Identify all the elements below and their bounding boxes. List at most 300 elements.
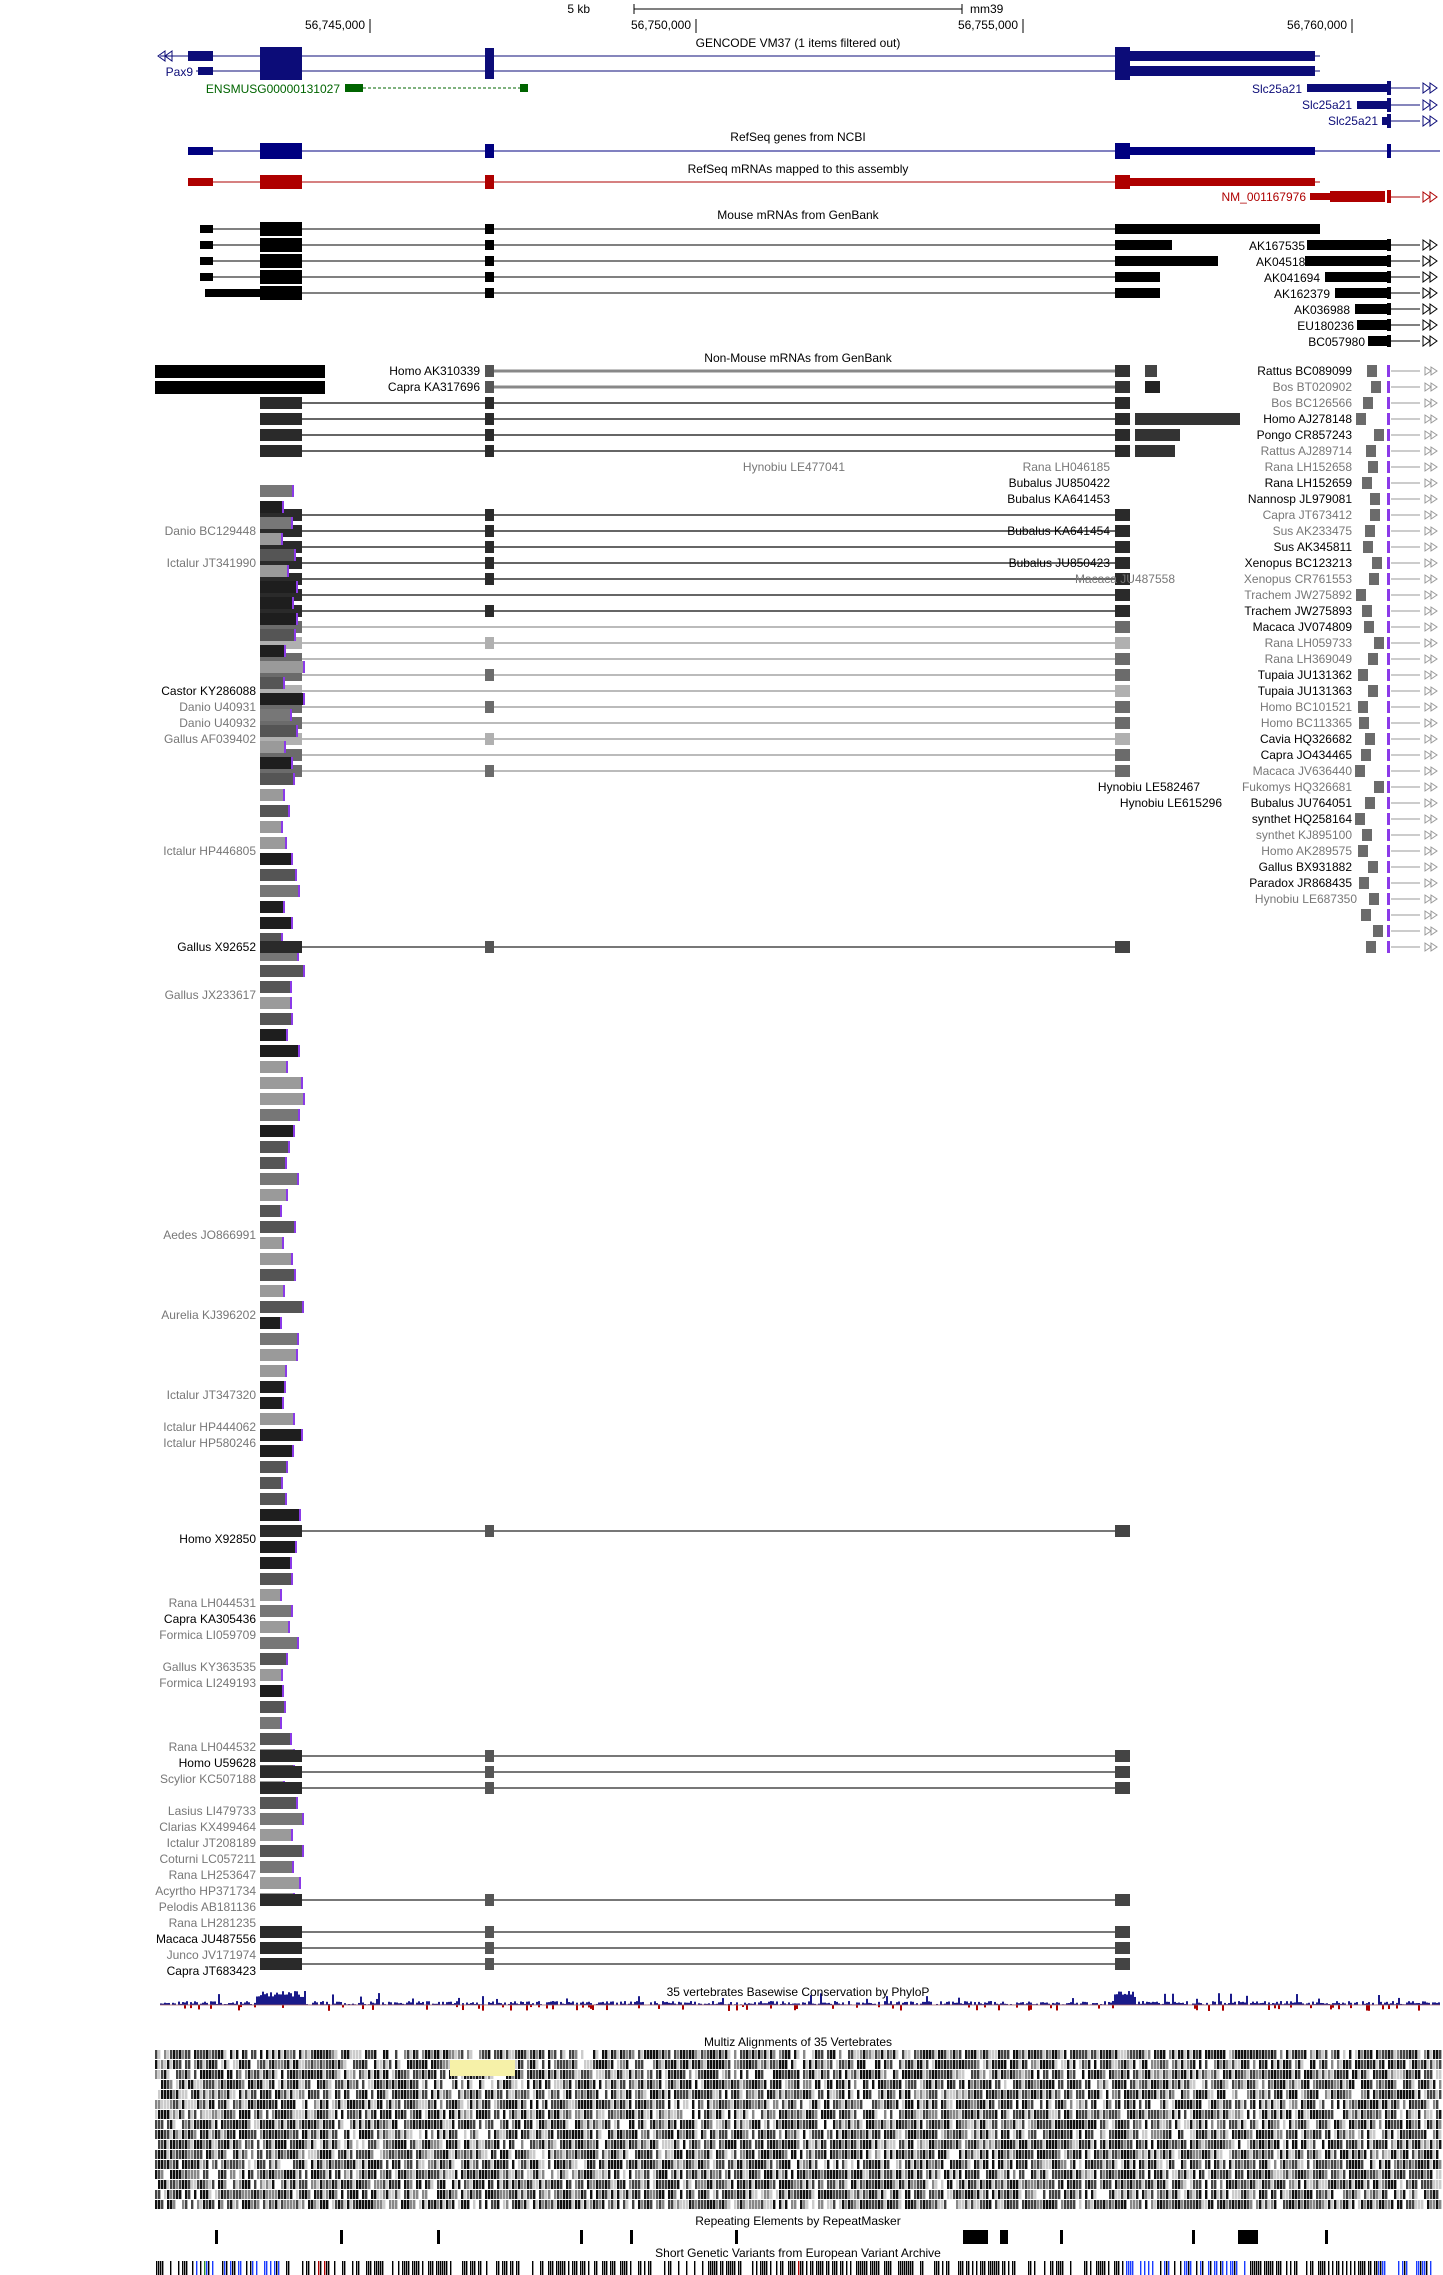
alignment-column (1007, 2070, 1009, 2079)
mrna-label[interactable]: Bos BC126566 (1271, 396, 1352, 410)
alignment-column (941, 2100, 943, 2109)
alignment-column (605, 2060, 607, 2069)
mrna-label[interactable]: EU180236 (1297, 319, 1354, 333)
alignment-column (194, 2050, 196, 2059)
alignment-column (596, 2060, 598, 2069)
mrna-label[interactable]: Xenopus BC123213 (1244, 556, 1352, 570)
alignment-column (1007, 2120, 1009, 2129)
conservation-bar (988, 2001, 990, 2005)
conservation-track[interactable] (160, 1985, 1440, 2011)
mrna-label[interactable]: Ictalur JT341990 (166, 556, 256, 570)
alignment-column (647, 2050, 649, 2059)
alignment-column (1106, 2140, 1108, 2149)
mrna-label[interactable]: Pelodis AB181136 (158, 1900, 256, 1914)
gene-label-slc25a21[interactable]: Slc25a21 (1327, 114, 1378, 128)
mrna-label[interactable]: Lasius LI479733 (167, 1804, 256, 1818)
alignment-column (1037, 2080, 1039, 2089)
alignment-column (452, 2140, 454, 2149)
alignment-column (185, 2050, 187, 2059)
alignment-column (641, 2090, 643, 2099)
alignment-column (980, 2130, 982, 2139)
alignment-column (458, 2090, 460, 2099)
alignment-column (719, 2120, 721, 2129)
mrna-label[interactable]: Fukomys HQ326681 (1241, 780, 1352, 794)
mrna-label[interactable]: Trachem JW275893 (1244, 604, 1352, 618)
mrna-label[interactable]: Xenopus CR761553 (1243, 572, 1352, 586)
alignment-column (1109, 2130, 1111, 2139)
alignment-column (974, 2140, 976, 2149)
alignment-column (689, 2130, 691, 2139)
alignment-column (1232, 2140, 1234, 2149)
mrna-label[interactable]: Paradox JR868435 (1249, 876, 1352, 890)
alignment-column (1355, 2120, 1357, 2129)
nonmouse-mrna-track[interactable] (155, 351, 1437, 1978)
alignment-column (332, 2100, 334, 2109)
alignment-column (974, 2050, 976, 2059)
alignment-column (722, 2120, 724, 2129)
gene-label-ensmusg[interactable]: ENSMUSG00000131027 (205, 82, 340, 96)
gene-label-slc25a21[interactable]: Slc25a21 (1301, 98, 1352, 112)
alignment-column (674, 2100, 676, 2109)
alignment-column (1268, 2130, 1270, 2139)
mrna-label[interactable]: Formica LI249193 (159, 1676, 256, 1690)
alignment-column (479, 2100, 481, 2109)
mrna-label[interactable]: Aedes JO866991 (163, 1228, 256, 1242)
mrna-label[interactable]: Homo BC101521 (1259, 700, 1352, 714)
alignment-column (1274, 2110, 1276, 2119)
alignment-column (1169, 2130, 1171, 2139)
alignment-column (1412, 2120, 1414, 2129)
alignment-column (1346, 2140, 1348, 2149)
alignment-column (185, 2100, 187, 2109)
alignment-column (1088, 2120, 1090, 2129)
mrna-exon (1115, 413, 1130, 425)
alignment-column (1061, 2050, 1063, 2059)
mrna-label[interactable]: Formica LI059709 (159, 1628, 256, 1642)
alignment-column (872, 2110, 874, 2119)
mrna-label[interactable]: Hynobiu LE615296 (1119, 796, 1222, 810)
alignment-column (1127, 2050, 1129, 2059)
conservation-bar-negative (576, 2005, 578, 2010)
mrna-label[interactable]: Rana LH059733 (1264, 636, 1352, 650)
alignment-column (989, 2140, 991, 2149)
alignment-column (809, 2100, 811, 2109)
alignment-column (1034, 2130, 1036, 2139)
mrna-label[interactable]: Gallus AF039402 (163, 732, 256, 746)
alignment-column (866, 2080, 868, 2089)
refseq-mrna-track[interactable] (188, 162, 1437, 204)
alignment-column (440, 2130, 442, 2139)
alignment-column (230, 2050, 232, 2059)
indel-marker (1387, 509, 1390, 521)
alignment-column (1304, 2090, 1306, 2099)
mrna-label[interactable]: Capra JT683423 (166, 1964, 256, 1978)
alignment-column (1436, 2060, 1438, 2069)
alignment-column (830, 2090, 832, 2099)
conservation-bar (556, 2001, 558, 2005)
mrna-label[interactable]: Hynobiu LE687350 (1254, 892, 1357, 906)
alignment-column (1361, 2060, 1363, 2069)
alignment-column (1130, 2090, 1132, 2099)
alignment-column (665, 2080, 667, 2089)
mrna-label[interactable]: Rana LH369049 (1264, 652, 1352, 666)
alignment-column (212, 2100, 214, 2109)
alignment-column (743, 2110, 745, 2119)
mrna-label[interactable]: Bubalus KA641453 (1007, 492, 1110, 506)
alignment-column (542, 2100, 544, 2109)
mrna-label[interactable]: Rattus AJ289714 (1260, 444, 1352, 458)
alignment-column (671, 2110, 673, 2119)
mrna-label[interactable]: AK167535 (1248, 239, 1305, 253)
gene-label-pax9[interactable]: Pax9 (165, 65, 193, 79)
indel-marker (291, 1013, 293, 1025)
mrna-label[interactable]: Rana LH152659 (1264, 476, 1352, 490)
alignment-column (803, 2070, 805, 2079)
mouse-mrna-track[interactable] (200, 208, 1437, 349)
alignment-column (494, 2140, 496, 2149)
mrna-label[interactable]: Ictalur HP444062 (163, 1420, 256, 1434)
alignment-column (818, 2140, 820, 2149)
mrna-label[interactable]: Danio U40932 (179, 716, 256, 730)
mrna-label[interactable]: Clarias KX499464 (159, 1820, 256, 1834)
mrna-label[interactable]: Bubalus JU850422 (1008, 476, 1110, 490)
conservation-bar (1252, 2002, 1254, 2005)
mrna-label[interactable]: BC057980 (1308, 335, 1365, 349)
mrna-label[interactable]: AK036988 (1293, 303, 1350, 317)
alignment-column (647, 2130, 649, 2139)
refseq-ncbi-track[interactable] (188, 130, 1440, 159)
gene-label-nm-001167976[interactable]: NM_001167976 (1221, 190, 1306, 204)
mrna-label[interactable]: Acyrtho HP371734 (155, 1884, 256, 1898)
alignment-column (1433, 2090, 1435, 2099)
alignment-column (272, 2120, 274, 2129)
alignment-column (350, 2080, 352, 2089)
mrna-label[interactable]: Macaca JV636440 (1252, 764, 1352, 778)
alignment-column (971, 2130, 973, 2139)
alignment-column (1250, 2140, 1252, 2149)
conservation-bar-negative (1030, 2005, 1032, 2010)
mrna-label[interactable]: Capra KA317696 (387, 380, 480, 394)
alignment-column (767, 2130, 769, 2139)
mrna-label[interactable]: Hynobiu LE477041 (742, 460, 845, 474)
alignment-column (581, 2130, 583, 2139)
mrna-label[interactable]: Tupaia JU131363 (1257, 684, 1352, 698)
alignment-column (581, 2090, 583, 2099)
mrna-label[interactable]: Capra KA305436 (163, 1612, 256, 1626)
mrna-label[interactable]: Ictalur HP580246 (163, 1436, 256, 1450)
alignment-column (851, 2100, 853, 2109)
mrna-label[interactable]: Coturni LC057211 (159, 1852, 256, 1866)
alignment-column (488, 2120, 490, 2129)
alignment-column (710, 2080, 712, 2089)
alignment-column (311, 2110, 313, 2119)
mrna-label[interactable]: Homo X92850 (179, 1532, 256, 1546)
alignment-column (197, 2100, 199, 2109)
alignment-column (779, 2140, 781, 2149)
alignment-column (1337, 2130, 1339, 2139)
alignment-column (218, 2130, 220, 2139)
alignment-column (884, 2050, 886, 2059)
indel-marker (290, 981, 292, 993)
alignment-column (1325, 2080, 1327, 2089)
gencode-track[interactable] (158, 36, 1437, 128)
alignment-column (326, 2090, 328, 2099)
alignment-column (1184, 2090, 1186, 2099)
indel-marker (297, 1637, 299, 1649)
alignment-column (1220, 2130, 1222, 2139)
alignment-column (1214, 2100, 1216, 2109)
alignment-column (1079, 2080, 1081, 2089)
alignment-column (1022, 2120, 1024, 2129)
alignment-column (1100, 2140, 1102, 2149)
alignment-column (401, 2130, 403, 2139)
alignment-column (917, 2090, 919, 2099)
mrna-label[interactable]: Homo AK289575 (1261, 844, 1352, 858)
mrna-exon (260, 661, 303, 673)
alignment-column (998, 2100, 1000, 2109)
alignment-column (230, 2130, 232, 2139)
mrna-label[interactable]: Rana LH044532 (168, 1740, 256, 1754)
alignment-column (977, 2140, 979, 2149)
alignment-column (299, 2060, 301, 2069)
alignment-column (1226, 2100, 1228, 2109)
mrna-exon (260, 853, 291, 865)
mrna-label[interactable]: Gallus JX233617 (164, 988, 256, 1002)
alignment-column (1220, 2120, 1222, 2129)
mrna-label[interactable]: Castor KY286088 (161, 684, 256, 698)
alignment-column (311, 2050, 313, 2059)
mrna-label[interactable]: Rana LH046185 (1022, 460, 1110, 474)
mrna-exon (155, 365, 325, 378)
alignment-column (1016, 2110, 1018, 2119)
mrna-label[interactable]: Macaca JU487558 (1074, 572, 1175, 586)
mrna-label[interactable]: Capra JT673412 (1262, 508, 1352, 522)
alignment-column (1145, 2080, 1147, 2089)
alignment-column (1322, 2100, 1324, 2109)
alignment-column (959, 2060, 961, 2069)
alignment-column (431, 2100, 433, 2109)
mrna-label[interactable]: Danio U40931 (179, 700, 256, 714)
mrna-label[interactable]: Gallus BX931882 (1258, 860, 1352, 874)
alignment-column (554, 2080, 556, 2089)
mrna-exon (485, 397, 494, 409)
alignment-column (953, 2080, 955, 2089)
alignment-column (908, 2080, 910, 2089)
mrna-label[interactable]: Gallus KY363535 (162, 1660, 256, 1674)
alignment-column (1307, 2090, 1309, 2099)
alignment-column (206, 2080, 208, 2089)
alignment-column (941, 2130, 943, 2139)
mrna-exon (260, 222, 302, 236)
mrna-label[interactable]: Rana LH281235 (168, 1916, 256, 1930)
alignment-column (1253, 2100, 1255, 2109)
mrna-label[interactable]: Rana LH253647 (168, 1868, 256, 1882)
conservation-bar (1218, 1993, 1220, 2005)
mrna-label[interactable]: Rana LH152658 (1264, 460, 1352, 474)
mrna-label[interactable]: Bubalus JU764051 (1250, 796, 1352, 810)
alignment-column (407, 2060, 409, 2069)
mrna-label[interactable]: AK045180 (1255, 255, 1312, 269)
alignment-column (311, 2090, 313, 2099)
alignment-column (1361, 2110, 1363, 2119)
mrna-label[interactable]: Nannosp JL979081 (1247, 492, 1352, 506)
gene-label-slc25a21[interactable]: Slc25a21 (1251, 82, 1302, 96)
alignment-column (1229, 2070, 1231, 2079)
alignment-column (419, 2110, 421, 2119)
mrna-label[interactable]: Sus AK233475 (1272, 524, 1352, 538)
mrna-exon (260, 1717, 280, 1729)
alignment-column (617, 2090, 619, 2099)
alignment-column (431, 2130, 433, 2139)
alignment-column (983, 2110, 985, 2119)
alignment-column (416, 2070, 418, 2079)
strand-arrow-icon (1425, 543, 1437, 551)
strand-arrow-icon (1425, 383, 1437, 391)
alignment-column (1145, 2090, 1147, 2099)
alignment-column (1187, 2080, 1189, 2089)
mrna-label[interactable]: Cavia HQ326682 (1259, 732, 1352, 746)
mrna-label[interactable]: Bubalus KA641454 (1007, 524, 1110, 538)
mrna-label[interactable]: Aurelia KJ396202 (161, 1308, 256, 1322)
mrna-label[interactable]: Homo AK310339 (389, 364, 480, 378)
mrna-label[interactable]: AK162379 (1273, 287, 1330, 301)
conservation-bar (1240, 2002, 1242, 2005)
alignment-column (626, 2070, 628, 2079)
mrna-label[interactable]: Gallus X92652 (177, 940, 256, 954)
mrna-label[interactable]: synthet HQ258164 (1251, 812, 1352, 826)
alignment-column (830, 2110, 832, 2119)
alignment-column (401, 2090, 403, 2099)
mrna-label[interactable]: Rana LH044531 (168, 1596, 256, 1610)
conservation-bar (448, 2002, 450, 2005)
alignment-column (791, 2110, 793, 2119)
alignment-column (185, 2120, 187, 2129)
mrna-label[interactable]: synthet KJ895100 (1255, 828, 1352, 842)
mrna-label[interactable]: Homo U59628 (178, 1756, 256, 1770)
alignment-column (1265, 2120, 1267, 2129)
alignment-column (1424, 2080, 1426, 2089)
conservation-bar (248, 2002, 250, 2005)
alignment-column (299, 2080, 301, 2089)
alignment-column (1427, 2100, 1429, 2109)
alignment-column (665, 2110, 667, 2119)
conservation-bar-negative (210, 2005, 212, 2009)
alignment-column (344, 2090, 346, 2099)
alignment-column (839, 2120, 841, 2129)
mrna-label[interactable]: Capra JO434465 (1260, 748, 1352, 762)
alignment-column (329, 2140, 331, 2149)
alignment-column (1016, 2090, 1018, 2099)
alignment-column (998, 2060, 1000, 2069)
mrna-label[interactable]: Macaca JV074809 (1252, 620, 1352, 634)
conservation-bar (1166, 2002, 1168, 2005)
alignment-column (326, 2140, 328, 2149)
alignment-column (1124, 2060, 1126, 2069)
alignment-column (569, 2070, 571, 2079)
alignment-column (344, 2080, 346, 2089)
mrna-label[interactable]: Danio BC129448 (164, 524, 256, 538)
mrna-label[interactable]: Hynobiu LE582467 (1097, 780, 1200, 794)
alignment-column (1409, 2120, 1411, 2129)
alignment-column (272, 2130, 274, 2139)
alignment-column (977, 2100, 979, 2109)
mrna-label[interactable]: Junco JV171974 (166, 1948, 256, 1962)
mrna-label[interactable]: Homo BC113365 (1260, 716, 1352, 730)
mrna-label[interactable]: Tupaia JU131362 (1257, 668, 1352, 682)
alignment-column (176, 2150, 178, 2159)
alignment-column (803, 2050, 805, 2059)
alignment-column (278, 2130, 280, 2139)
mrna-label[interactable]: Ictalur HP446805 (163, 844, 256, 858)
alignment-column (929, 2120, 931, 2129)
alignment-column (641, 2070, 643, 2079)
mrna-exon (1115, 256, 1130, 266)
alignment-column (1019, 2080, 1021, 2089)
indel-marker (296, 613, 298, 625)
alignment-column (1331, 2050, 1333, 2059)
alignment-column (746, 2110, 748, 2119)
alignment-column (1376, 2080, 1378, 2089)
alignment-column (959, 2100, 961, 2109)
alignment-column (326, 2130, 328, 2139)
alignment-column (1088, 2110, 1090, 2119)
alignment-column (1136, 2130, 1138, 2139)
alignment-column (1052, 2130, 1054, 2139)
mrna-label[interactable]: Bubalus JU850423 (1008, 556, 1110, 570)
alignment-column (533, 2050, 535, 2059)
alignment-column (635, 2100, 637, 2109)
alignment-column (926, 2140, 928, 2149)
multiz-track[interactable] (155, 2035, 1441, 2209)
mrna-exon (1368, 653, 1378, 665)
alignment-column (665, 2050, 667, 2059)
mrna-label[interactable]: AK041694 (1263, 271, 1320, 285)
alignment-column (1253, 2110, 1255, 2119)
alignment-column (407, 2070, 409, 2079)
alignment-column (302, 2090, 304, 2099)
mrna-label[interactable]: Scylior KC507188 (159, 1772, 256, 1786)
alignment-column (1043, 2110, 1045, 2119)
alignment-column (1406, 2120, 1408, 2129)
alignment-column (1340, 2090, 1342, 2099)
alignment-column (1238, 2070, 1240, 2079)
mrna-label[interactable]: Homo AJ278148 (1263, 412, 1352, 426)
alignment-column (1064, 2100, 1066, 2109)
alignment-column (1304, 2050, 1306, 2059)
mrna-exon (485, 1942, 494, 1954)
alignment-column (416, 2050, 418, 2059)
mrna-label[interactable]: Pongo CR857243 (1256, 428, 1352, 442)
mrna-label[interactable]: Bos BT020902 (1272, 380, 1352, 394)
mrna-label[interactable]: Rattus BC089099 (1257, 364, 1352, 378)
alignment-column (206, 2090, 208, 2099)
alignment-column (239, 2080, 241, 2089)
alignment-column (371, 2070, 373, 2079)
mrna-label[interactable]: Trachem JW275892 (1244, 588, 1352, 602)
alignment-column (620, 2050, 622, 2059)
alignment-column (1208, 2100, 1210, 2109)
alignment-column (395, 2060, 397, 2069)
alignment-column (1382, 2070, 1384, 2079)
alignment-column (374, 2080, 376, 2089)
alignment-column (944, 2100, 946, 2109)
mrna-label[interactable]: Ictalur JT347320 (166, 1388, 256, 1402)
mrna-label[interactable]: Macaca JU487556 (155, 1932, 256, 1946)
mrna-label[interactable]: Sus AK345811 (1273, 540, 1352, 554)
conservation-bar (428, 2001, 430, 2005)
alignment-column (788, 2120, 790, 2129)
mrna-label[interactable]: Ictalur JT208189 (166, 1836, 256, 1850)
